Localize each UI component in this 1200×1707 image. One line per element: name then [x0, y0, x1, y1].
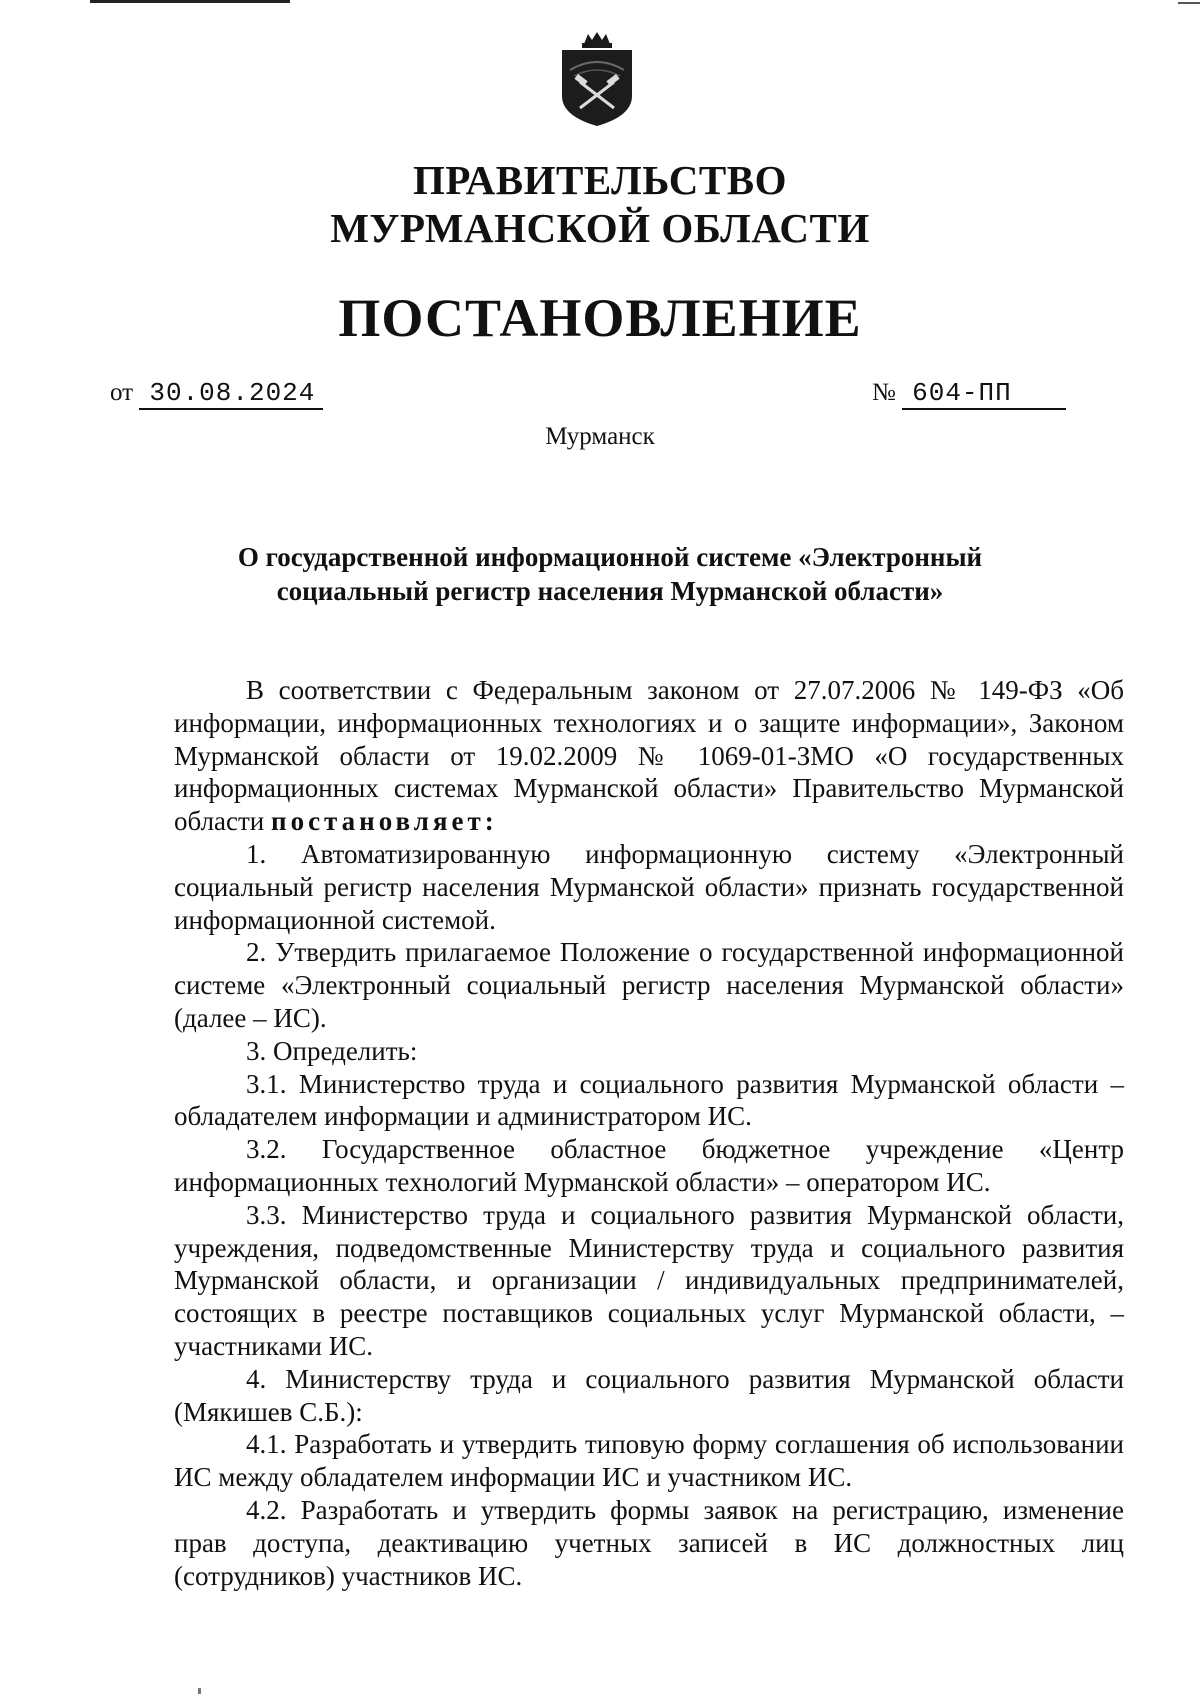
- paragraph-3-2: 3.2. Государственное областное бюджетное учреждение «Центр информационных технологий Мурманской области» – оператором ИС.: [174, 1134, 1124, 1197]
- document-body: [174, 674, 1124, 1592]
- paragraph-3-1: 3.1. Министерство труда и социального развития Мурманской области – обладателем информации и администратором ИС.: [174, 1068, 1124, 1132]
- document-number: [872, 378, 1066, 410]
- paragraph-1: 1. Автоматизированную информационную систему «Электронный социальный регистр населения Мурманской области» признать государственной информационной системой.: [174, 838, 1124, 935]
- document-date: [110, 378, 323, 410]
- scan-edge-mark: [90, 0, 290, 3]
- paragraph-4-1: 4.1. Разработать и утвердить типовую форму соглашения об использовании ИС между обладателем информации ИС и участником ИС.: [174, 1429, 1124, 1493]
- organization-name-line2: МУРМАНСКОЙ ОБЛАСТИ: [330, 205, 870, 251]
- number-value: 604-ПП: [902, 378, 1066, 410]
- date-prefix: от: [110, 379, 134, 406]
- preamble-text: В соответствии с Федеральным законом от 27.07.2006 № 149-ФЗ «Об информации, информационных технологиях и о защите информации», Законом Мурманской области от 19.02.2009 № 1069-01-ЗМО «О государственных информационных системах Мурманской области» Правительство Мурманской области: [174, 675, 1124, 837]
- paragraph-3: 3. Определить:: [246, 1035, 418, 1066]
- document-type: ПОСТАНОВЛЕНИЕ: [338, 288, 862, 348]
- document-title: О государственной информационной системе «Электронный социальный регистр населения Мурманской области»: [237, 542, 983, 606]
- paragraph-4-2: 4.2. Разработать и утвердить формы заявок на регистрацию, изменение прав доступа, деактивацию учетных записей в ИС должностных лиц (сотрудников) участников ИС.: [174, 1494, 1124, 1591]
- scan-corner-mark: [1178, 2, 1200, 4]
- number-prefix: №: [872, 379, 896, 406]
- paragraph-2: 2. Утвердить прилагаемое Положение о государственной информационной системе «Электронный социальный регистр населения Мурманской области» (далее – ИС).: [174, 937, 1124, 1033]
- paragraph-3-3: 3.3. Министерство труда и социального развития Мурманской области, учреждения, подведомственные Министерству труда и социального развития Мурманской области, и организации / индивидуальных предпринимателей, состоящих в реестре поставщиков социальных услуг Мурманской области, – участниками ИС.: [174, 1199, 1124, 1361]
- preamble: [174, 674, 1124, 838]
- organization-name-line1: ПРАВИТЕЛЬСТВО: [412, 157, 788, 203]
- preamble-verb: постановляет:: [271, 806, 498, 837]
- paragraph-4: 4. Министерству труда и социального развития Мурманской области (Мякишев С.Б.):: [174, 1363, 1124, 1427]
- coat-of-arms-icon: [556, 30, 638, 130]
- scan-bottom-mark: [198, 1688, 201, 1694]
- date-value: 30.08.2024: [139, 378, 323, 410]
- city: Мурманск: [545, 423, 655, 450]
